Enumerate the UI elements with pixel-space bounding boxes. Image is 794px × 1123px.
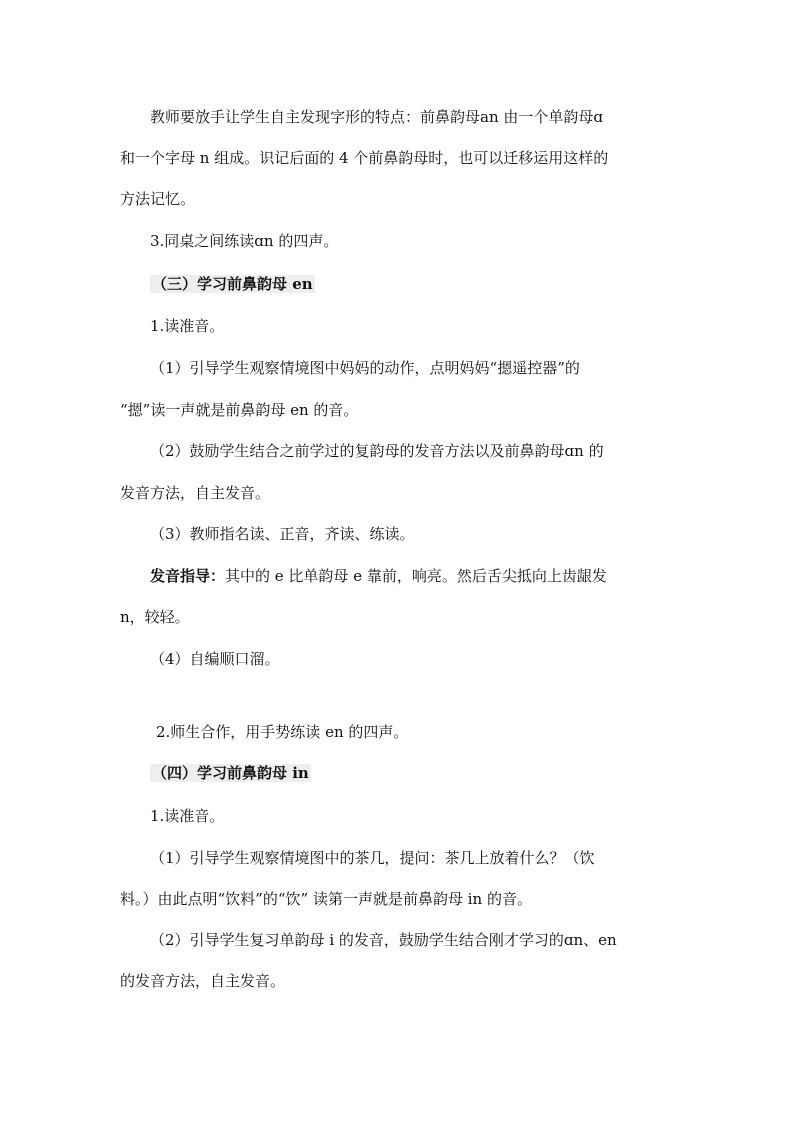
paragraph-line: 和一个字母 n 组成。识记后面的 4 个前鼻韵母时，也可以迁移运用这样的 bbox=[120, 149, 609, 167]
paragraph-line: （4）自编顺口溜。 bbox=[150, 650, 280, 668]
paragraph-line: （2）鼓励学生结合之前学过的复韵母的发音方法以及前鼻韵母ɑn 的 bbox=[150, 442, 604, 460]
pronunciation-guide-label: 发音指导： bbox=[150, 567, 226, 585]
paragraph-line: 发音方法，自主发音。 bbox=[120, 484, 271, 502]
paragraph-line: 1.读准音。 bbox=[150, 317, 225, 335]
paragraph-line: 方法记忆。 bbox=[120, 190, 196, 208]
paragraph-line: “摁”读一声就是前鼻韵母 en 的音。 bbox=[120, 401, 359, 419]
pronunciation-guide-text: 其中的 e 比单韵母 e 靠前，响亮。然后舌尖抵向上齿龈发 bbox=[225, 567, 607, 585]
paragraph-line: 1.读准音。 bbox=[150, 807, 225, 825]
paragraph-line: n，较轻。 bbox=[120, 608, 190, 626]
section-heading-text: （四）学习前鼻韵母 in bbox=[152, 764, 309, 782]
section-heading-text: （三）学习前鼻韵母 en bbox=[152, 275, 313, 293]
paragraph-line: 的发音方法，自主发音。 bbox=[120, 972, 286, 990]
section-heading bbox=[150, 274, 705, 294]
paragraph-line: 料。）由此点明“饮料”的“饮” 读第一声就是前鼻韵母 in 的音。 bbox=[120, 890, 532, 908]
section-heading bbox=[150, 763, 705, 783]
paragraph-line: （1）引导学生观察情境图中妈妈的动作，点明妈妈“摁遥控器”的 bbox=[150, 359, 580, 377]
paragraph-line: （2）引导学生复习单韵母 i 的发音，鼓励学生结合刚才学习的ɑn、en bbox=[150, 931, 617, 949]
paragraph-line: （3）教师指名读、正音，齐读、练读。 bbox=[150, 525, 415, 543]
paragraph-line: 教师要放手让学生自主发现字形的特点：前鼻韵母an 由一个单韵母ɑ bbox=[150, 108, 603, 126]
paragraph-line: 3.同桌之间练读ɑn 的四声。 bbox=[150, 232, 339, 250]
paragraph-line: （1）引导学生观察情境图中的茶几，提问：茶几上放着什么？（饮 bbox=[150, 849, 595, 867]
pronunciation-guide bbox=[150, 566, 705, 586]
paragraph-line: 2.师生合作，用手势练读 en 的四声。 bbox=[156, 723, 409, 741]
